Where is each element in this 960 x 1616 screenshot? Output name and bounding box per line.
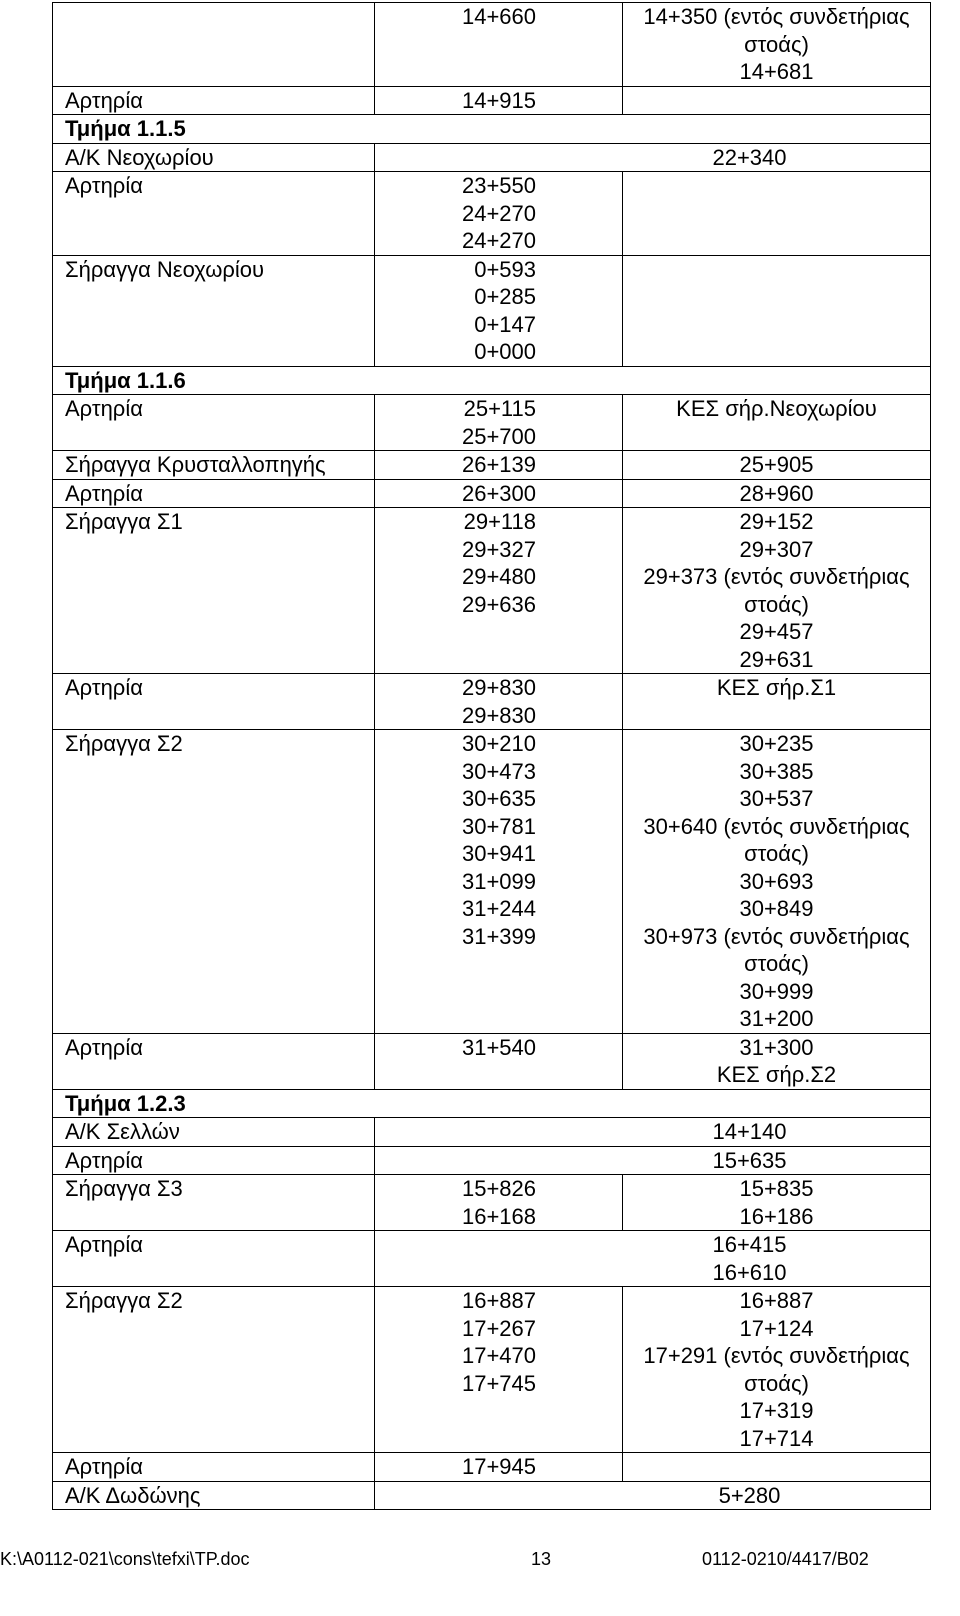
section-heading: Τμήμα 1.2.3 <box>53 1089 931 1118</box>
chainage-cell: ΚΕΣ σήρ.Σ1 <box>623 674 931 730</box>
chainage-cell: 22+340 <box>375 143 931 172</box>
chainage-cell: 29+830 29+830 <box>375 674 623 730</box>
chainage-cell: 29+118 29+327 29+480 29+636 <box>375 508 623 674</box>
location-cell: Αρτηρία <box>53 1231 375 1287</box>
chainage-table-body <box>53 3 931 1510</box>
location-cell: Σήραγγα Σ1 <box>53 508 375 674</box>
table-row <box>53 1118 931 1147</box>
chainage-cell: 5+280 <box>375 1481 931 1510</box>
location-cell: Σήραγγα Κρυσταλλοπηγής <box>53 451 375 480</box>
chainage-cell: ΚΕΣ σήρ.Νεοχωρίου <box>623 395 931 451</box>
chainage-cell: 16+415 16+610 <box>375 1231 931 1287</box>
chainage-cell: 15+635 <box>375 1146 931 1175</box>
location-cell: Σήραγγα Σ3 <box>53 1175 375 1231</box>
chainage-cell <box>623 86 931 115</box>
table-row <box>53 395 931 451</box>
footer-document-code: 0112-0210/4417/B02 <box>702 1549 869 1569</box>
chainage-cell <box>623 255 931 366</box>
chainage-cell: 15+835 16+186 <box>623 1175 931 1231</box>
chainage-cell: 31+300 ΚΕΣ σήρ.Σ2 <box>623 1033 931 1089</box>
chainage-cell: 30+235 30+385 30+537 30+640 (εντός συνδετήριας στοάς) 30+693 30+849 30+973 (εντός συνδετήριας στοάς) 30+999 31+200 <box>623 730 931 1034</box>
footer-file-path: K:\A0112-021\cons\tefxi\TP.doc <box>0 1549 250 1569</box>
chainage-cell: 0+593 0+285 0+147 0+000 <box>375 255 623 366</box>
table-row <box>53 1033 931 1089</box>
section-row <box>53 1089 931 1118</box>
chainage-cell: 30+210 30+473 30+635 30+781 30+941 31+099 31+244 31+399 <box>375 730 623 1034</box>
location-cell: Αρτηρία <box>53 1146 375 1175</box>
table-row <box>53 172 931 256</box>
chainage-cell: 25+115 25+700 <box>375 395 623 451</box>
location-cell: Αρτηρία <box>53 86 375 115</box>
location-cell: Α/Κ Σελλών <box>53 1118 375 1147</box>
location-cell: Σήραγγα Σ2 <box>53 730 375 1034</box>
location-cell: Α/Κ Δωδώνης <box>53 1481 375 1510</box>
chainage-table <box>52 2 931 1510</box>
chainage-cell: 17+945 <box>375 1453 623 1482</box>
location-cell: Αρτηρία <box>53 1033 375 1089</box>
table-row <box>53 1231 931 1287</box>
table-row <box>53 1453 931 1482</box>
chainage-cell: 31+540 <box>375 1033 623 1089</box>
chainage-cell: 25+905 <box>623 451 931 480</box>
table-row <box>53 730 931 1034</box>
chainage-cell: 29+152 29+307 29+373 (εντός συνδετήριας στοάς) 29+457 29+631 <box>623 508 931 674</box>
chainage-cell: 23+550 24+270 24+270 <box>375 172 623 256</box>
location-cell <box>53 3 375 87</box>
section-heading: Τμήμα 1.1.6 <box>53 366 931 395</box>
location-cell: Αρτηρία <box>53 1453 375 1482</box>
chainage-cell: 15+826 16+168 <box>375 1175 623 1231</box>
location-cell: Αρτηρία <box>53 674 375 730</box>
chainage-cell: 14+140 <box>375 1118 931 1147</box>
location-cell: Αρτηρία <box>53 479 375 508</box>
chainage-cell: 26+139 <box>375 451 623 480</box>
table-row <box>53 3 931 87</box>
chainage-cell: 26+300 <box>375 479 623 508</box>
chainage-cell: 16+887 17+267 17+470 17+745 <box>375 1287 623 1453</box>
location-cell: Αρτηρία <box>53 172 375 256</box>
table-row <box>53 451 931 480</box>
chainage-cell <box>623 172 931 256</box>
footer-page-number: 13 <box>531 1549 552 1569</box>
chainage-cell: 14+915 <box>375 86 623 115</box>
table-row <box>53 508 931 674</box>
table-row <box>53 479 931 508</box>
section-row <box>53 366 931 395</box>
chainage-cell: 28+960 <box>623 479 931 508</box>
table-row <box>53 143 931 172</box>
location-cell: Α/Κ Νεοχωρίου <box>53 143 375 172</box>
chainage-cell <box>623 1453 931 1482</box>
table-row <box>53 1175 931 1231</box>
location-cell: Σήραγγα Σ2 <box>53 1287 375 1453</box>
location-cell: Αρτηρία <box>53 395 375 451</box>
location-cell: Σήραγγα Νεοχωρίου <box>53 255 375 366</box>
table-row <box>53 674 931 730</box>
section-row <box>53 115 931 144</box>
table-row <box>53 1287 931 1453</box>
table-row <box>53 1146 931 1175</box>
section-heading: Τμήμα 1.1.5 <box>53 115 931 144</box>
table-row <box>53 1481 931 1510</box>
table-row <box>53 255 931 366</box>
table-row <box>53 86 931 115</box>
chainage-cell: 16+887 17+124 17+291 (εντός συνδετήριας στοάς) 17+319 17+714 <box>623 1287 931 1453</box>
chainage-cell: 14+660 <box>375 3 623 87</box>
chainage-cell: 14+350 (εντός συνδετήριας στοάς) 14+681 <box>623 3 931 87</box>
page-footer <box>0 1549 960 1573</box>
